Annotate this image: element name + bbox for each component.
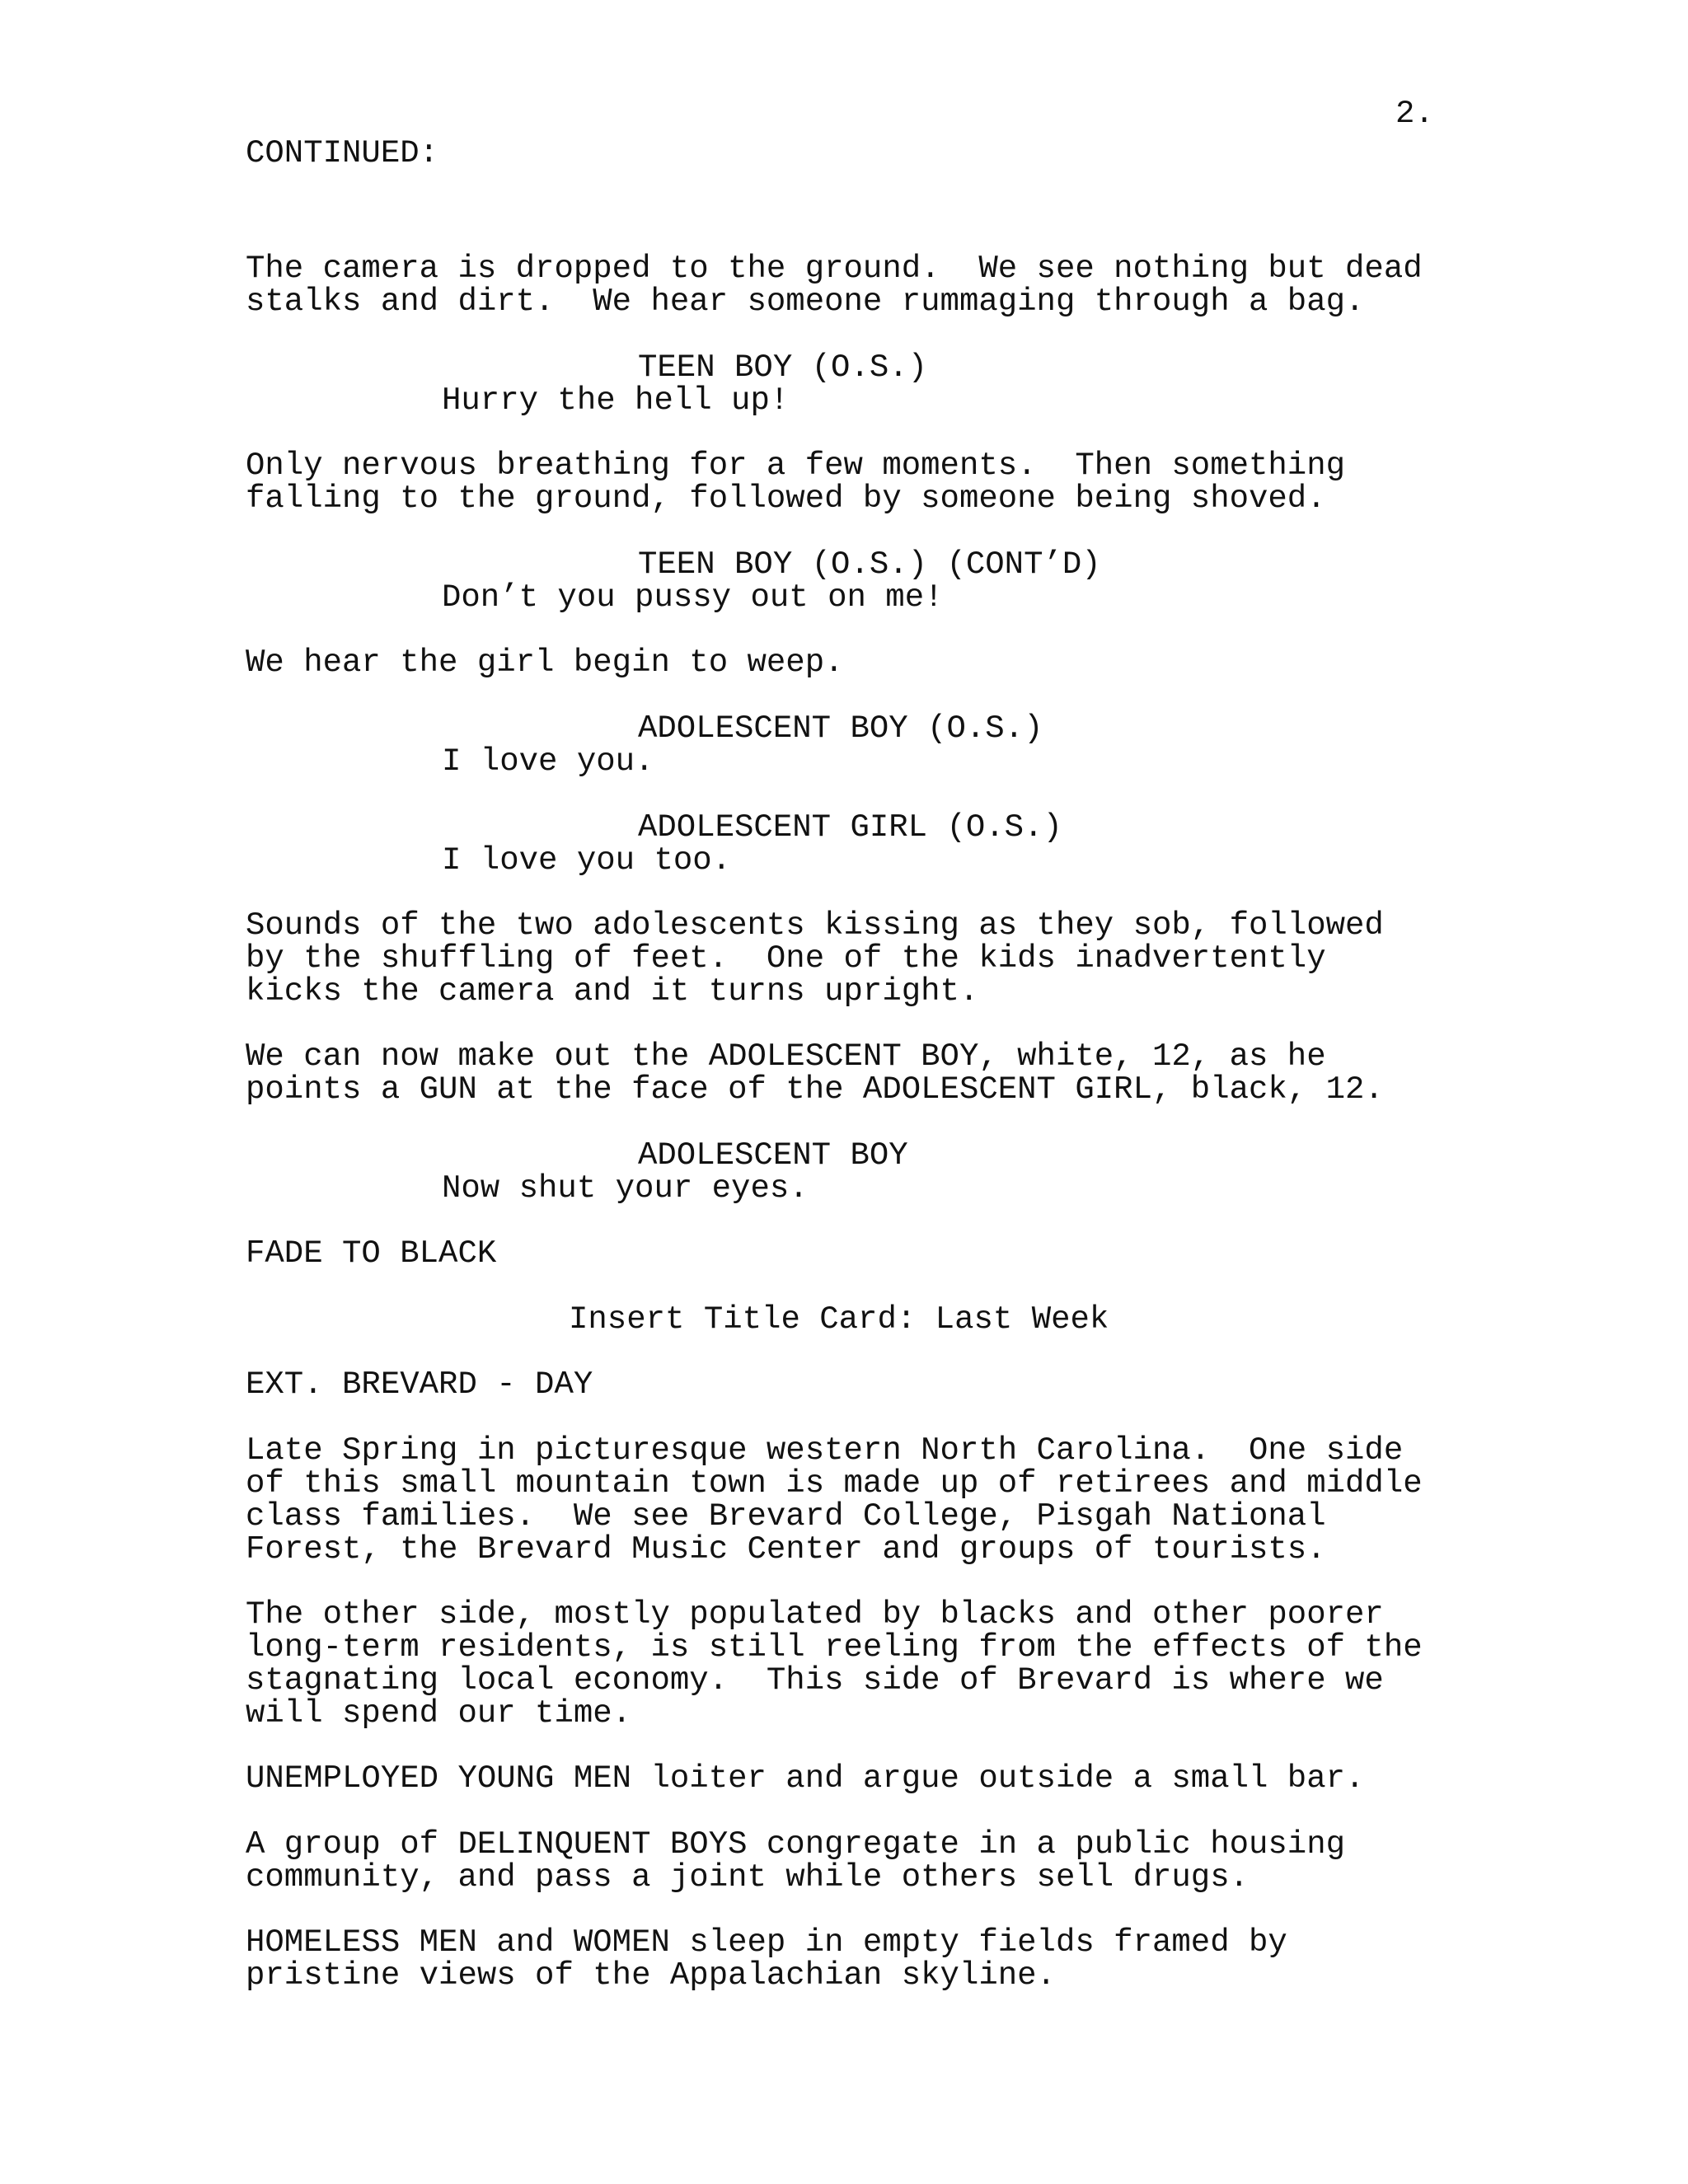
- dialogue-line: Don’t you pussy out on me!: [442, 579, 944, 616]
- action-line: UNEMPLOYED YOUNG MEN loiter and argue outside a small bar.: [246, 1760, 1365, 1797]
- action-line: falling to the ground, followed by someone being shoved.: [246, 480, 1326, 517]
- action-line: We hear the girl begin to weep.: [246, 644, 844, 681]
- action-line: The camera is dropped to the ground. We see nothing but dead: [246, 251, 1423, 287]
- action-line: pristine views of the Appalachian skyline.: [246, 1957, 1056, 1994]
- action-line: Sounds of the two adolescents kissing as they sob, followed: [246, 907, 1384, 944]
- action-line: A group of DELINQUENT BOYS congregate in a public housing: [246, 1826, 1346, 1863]
- character-cue: TEEN BOY (O.S.) (CONT’D): [638, 546, 1101, 583]
- scene-heading: EXT. BREVARD - DAY: [246, 1366, 593, 1403]
- action-line: points a GUN at the face of the ADOLESCENT GIRL, black, 12.: [246, 1071, 1384, 1108]
- action-line: of this small mountain town is made up of retirees and middle: [246, 1465, 1423, 1502]
- page-number: 2.: [1395, 96, 1434, 132]
- action-line: stagnating local economy. This side of Brevard is where we: [246, 1662, 1384, 1699]
- dialogue-line: Now shut your eyes.: [442, 1170, 809, 1207]
- action-line: Only nervous breathing for a few moments. Then something: [246, 448, 1346, 484]
- action-line: long-term residents, is still reeling from the effects of the: [246, 1629, 1423, 1666]
- action-line: kicks the camera and it turns upright.: [246, 973, 979, 1010]
- action-line: will spend our time.: [246, 1695, 632, 1732]
- action-line: Forest, the Brevard Music Center and groups of tourists.: [246, 1531, 1326, 1568]
- character-cue: ADOLESCENT GIRL (O.S.): [638, 809, 1062, 846]
- title-card: Insert Title Card: Last Week: [569, 1301, 1109, 1338]
- character-cue: TEEN BOY (O.S.): [638, 349, 928, 386]
- action-line: by the shuffling of feet. One of the kids inadvertently: [246, 940, 1326, 977]
- action-line: community, and pass a joint while others sell drugs.: [246, 1859, 1249, 1896]
- transition: FADE TO BLACK: [246, 1235, 497, 1272]
- action-line: The other side, mostly populated by blacks and other poorer: [246, 1596, 1384, 1633]
- action-line: Late Spring in picturesque western North Carolina. One side: [246, 1432, 1404, 1469]
- dialogue-line: I love you too.: [442, 842, 732, 879]
- action-line: We can now make out the ADOLESCENT BOY, white, 12, as he: [246, 1038, 1326, 1075]
- action-line: class families. We see Brevard College, Pisgah National: [246, 1498, 1326, 1535]
- dialogue-line: Hurry the hell up!: [442, 382, 790, 419]
- character-cue: ADOLESCENT BOY: [638, 1137, 908, 1174]
- action-line: HOMELESS MEN and WOMEN sleep in empty fields framed by: [246, 1924, 1287, 1961]
- character-cue: ADOLESCENT BOY (O.S.): [638, 710, 1043, 747]
- dialogue-line: I love you.: [442, 743, 654, 780]
- continued-label: CONTINUED:: [246, 135, 439, 171]
- action-line: stalks and dirt. We hear someone rummaging through a bag.: [246, 284, 1365, 320]
